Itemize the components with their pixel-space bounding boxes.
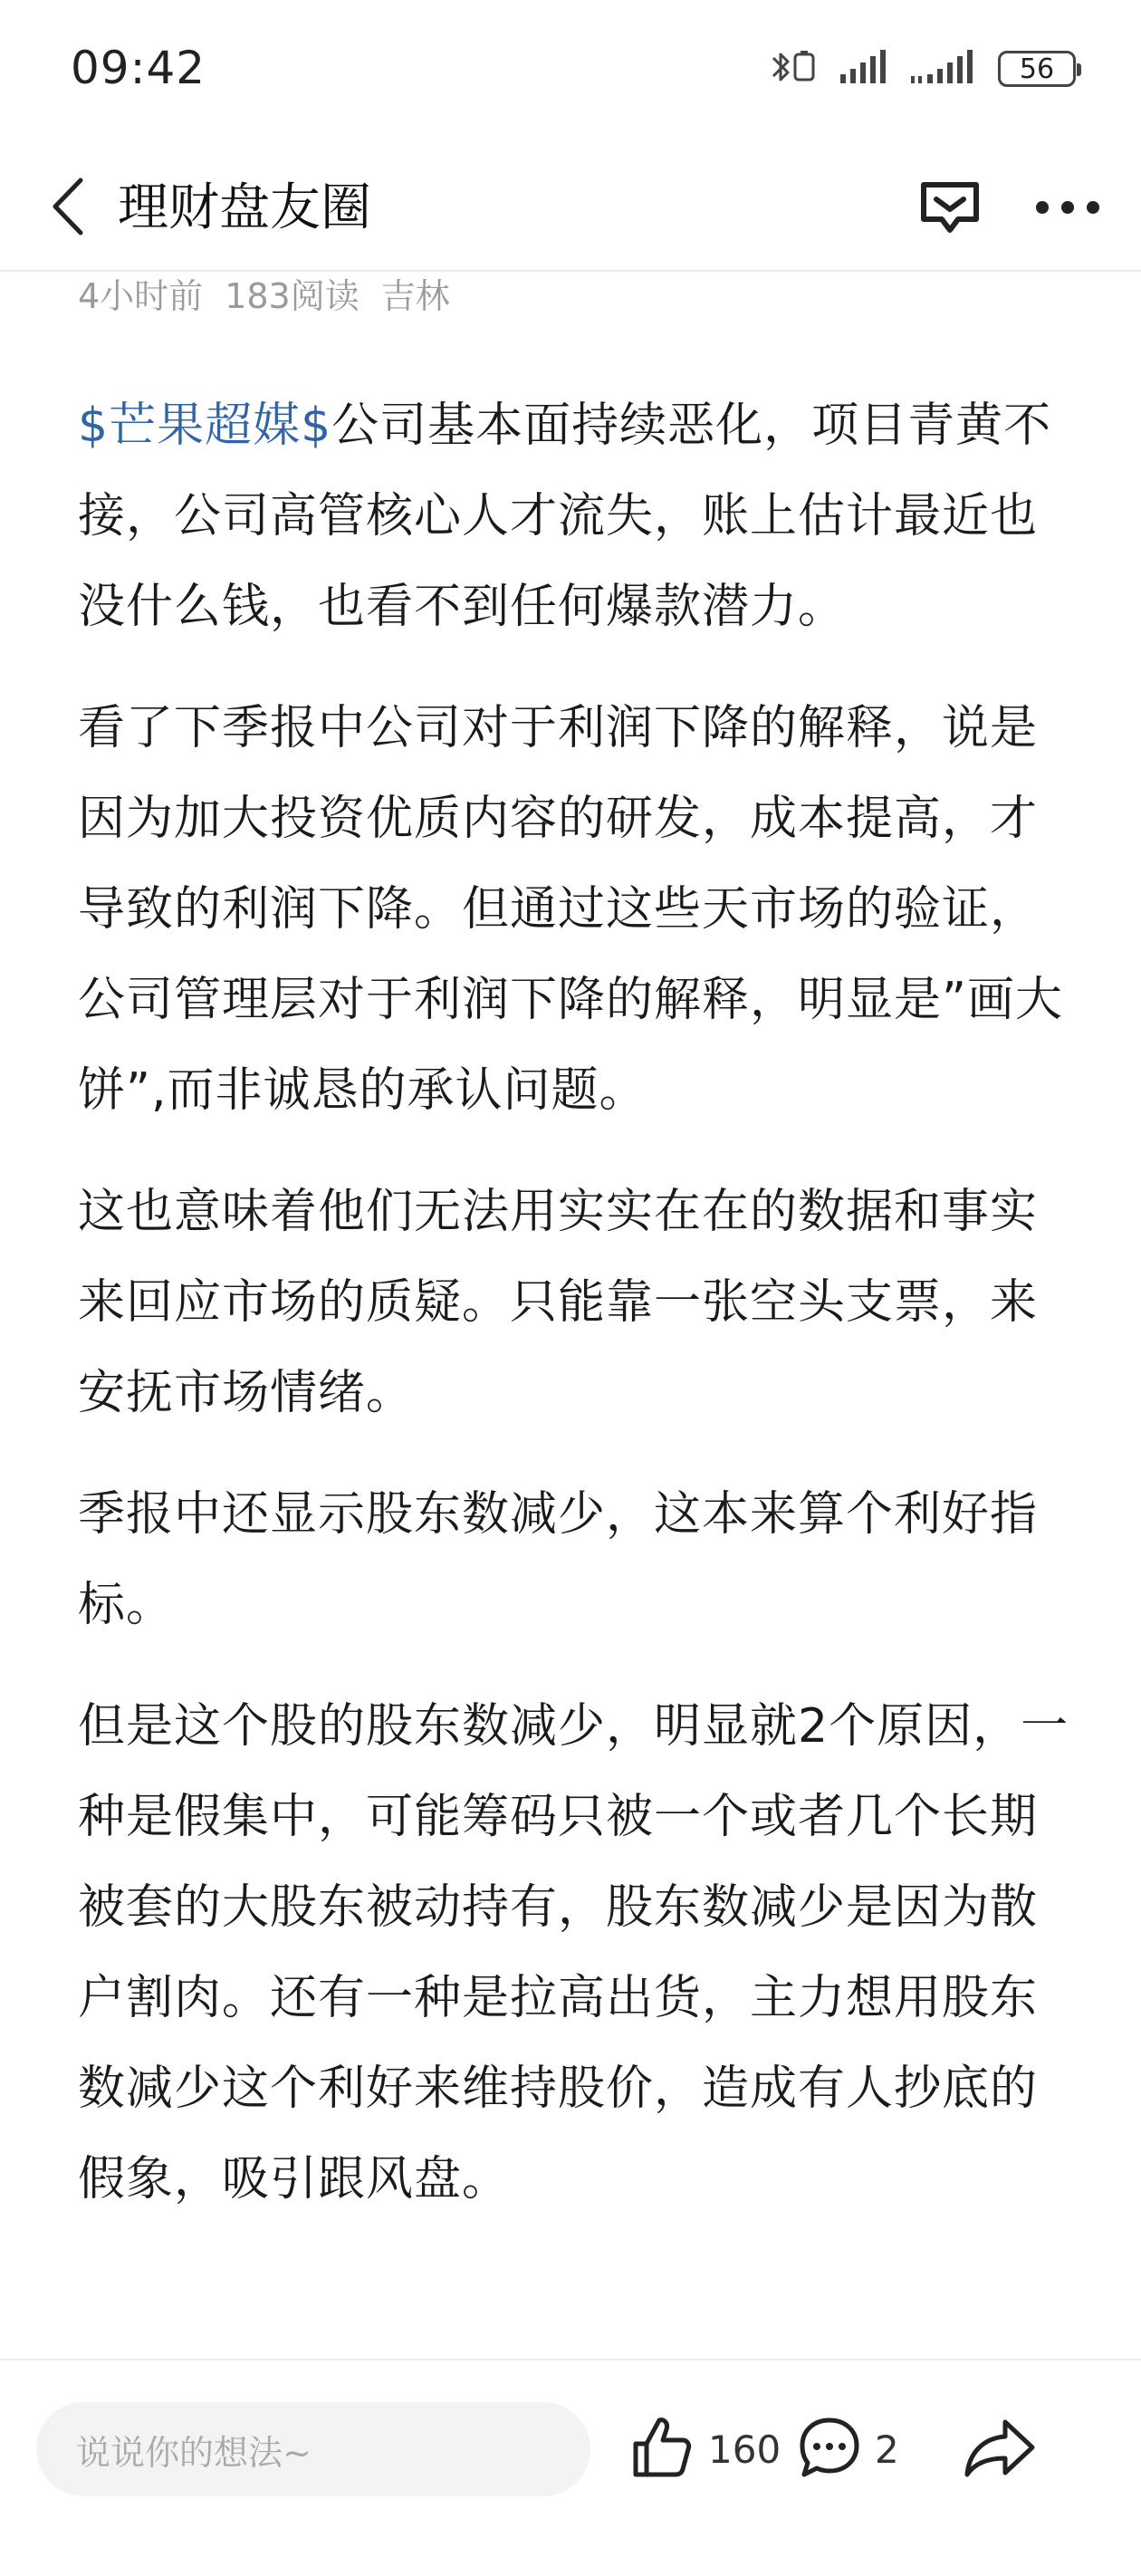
more-icon <box>1033 198 1102 220</box>
page-title: 理财盘友圈 <box>118 178 371 237</box>
paragraph: 但是这个股的股东数减少，明显就2个原因，一种是假集中，可能筹码只被一个或者几个长期被套的大股东被动持有，股东数减少是因为散户割肉。还有一种是拉高出货，主力想用股东数减少这个利好来维持股价，造成有人抄底的假象，吸引跟风盘。 <box>78 1699 1069 2206</box>
battery-icon <box>998 51 1076 87</box>
comment-placeholder: 说说你的想法~ <box>76 2432 312 2473</box>
stock-tag-link[interactable]: $芒果超媒$ <box>78 399 332 453</box>
post-time: 4小时前 <box>78 276 204 316</box>
back-button[interactable] <box>33 172 105 245</box>
nav-bar <box>0 145 1141 272</box>
paragraph-text: 公司基本面持续恶化，项目青黄不接，公司高管核心人才流失，账上估计最近也没什么钱，也看不到任何爆款潜力。 <box>78 399 1052 634</box>
comment-button[interactable] <box>797 2408 899 2491</box>
paragraph: 看了下季报中公司对于利润下降的解释，说是因为加大投资优质内容的研发，成本提高，才导致的利润下降。但通过这些天市场的验证，公司管理层对于利润下降的解释，明显是”画大饼”,而非诚恳的承认问题。 <box>78 701 1063 1118</box>
status-bar <box>0 0 1141 145</box>
forward-button[interactable] <box>956 2408 1043 2491</box>
paragraph <box>78 380 1074 652</box>
like-count: 160 <box>708 2427 781 2472</box>
paragraph: 季报中还显示股东数减少，这本来算个利好指标。 <box>78 1487 1039 1632</box>
post-meta <box>78 268 450 318</box>
comment-input[interactable] <box>36 2402 590 2496</box>
paragraph: 这也意味着他们无法用实实在在的数据和事实来回应市场的质疑。只能靠一张空头支票，来安抚市场情绪。 <box>78 1185 1039 1420</box>
signal-icon <box>839 47 889 91</box>
more-button[interactable] <box>1029 170 1107 248</box>
article-body <box>78 380 1074 2255</box>
comment-count: 2 <box>875 2427 899 2472</box>
comment-icon <box>797 2415 862 2484</box>
action-bar <box>0 2359 1141 2576</box>
thumbs-up-icon <box>630 2415 694 2484</box>
signal-icon <box>909 47 978 91</box>
battery-level: 56 <box>1019 53 1055 85</box>
read-count: 183阅读 <box>225 276 360 316</box>
share-icon <box>918 179 982 239</box>
bluetooth-icon <box>768 47 819 91</box>
status-time: 09:42 <box>71 42 206 94</box>
post-location: 吉林 <box>380 276 450 316</box>
chevron-left-icon <box>46 175 91 242</box>
status-icons <box>768 47 1076 91</box>
like-button[interactable] <box>630 2408 781 2491</box>
share-button[interactable] <box>911 170 989 248</box>
forward-icon <box>962 2415 1038 2484</box>
